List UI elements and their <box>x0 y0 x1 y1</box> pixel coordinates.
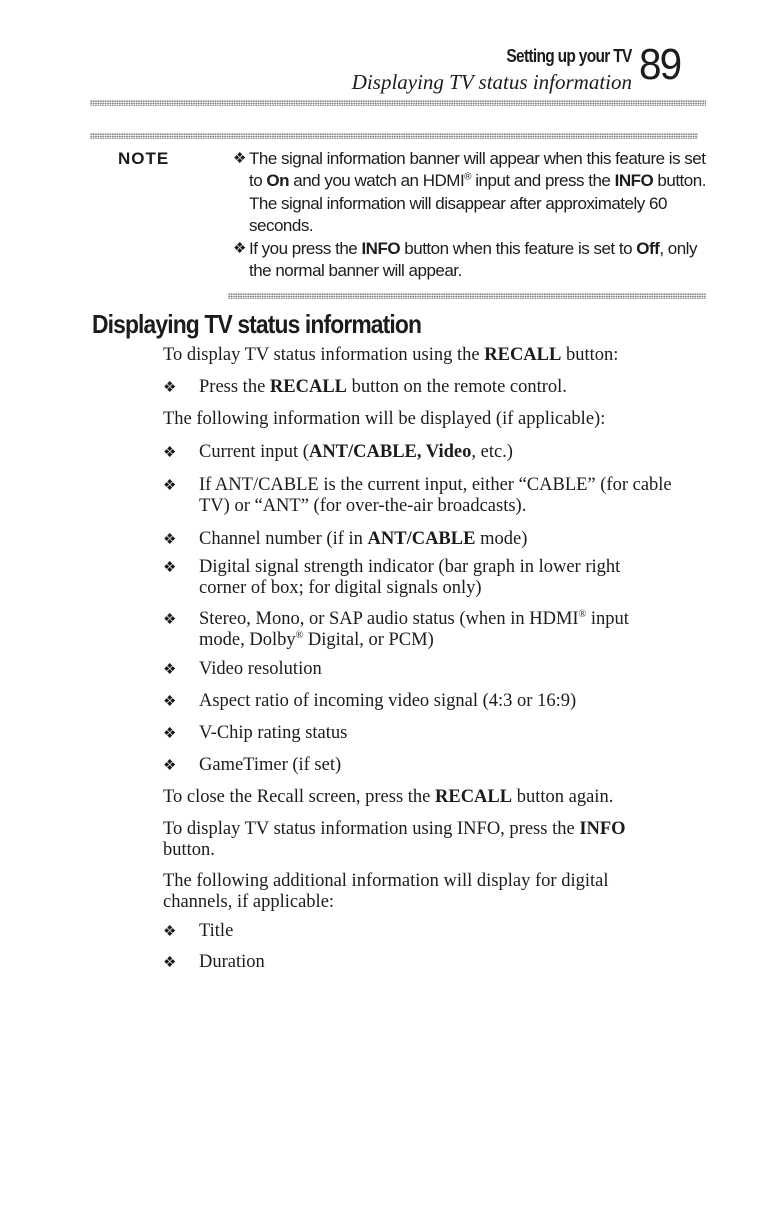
list-item: ❖ If ANT/CABLE is the current input, either “CABLE” (for cable TV) or “ANT” (for over-the-air broadcasts). <box>163 475 672 516</box>
paragraph: The following information will be displayed (if applicable): <box>163 409 606 429</box>
list-item: ❖ Current input (ANT/CABLE, Video, etc.) <box>163 442 513 462</box>
note-line: to On and you watch an HDMI® input and press the INFO button. <box>249 171 706 191</box>
section-heading: Displaying TV status information <box>92 309 422 339</box>
bullet-icon: ❖ <box>163 694 177 710</box>
list-item: ❖ Title <box>163 921 234 941</box>
note-line: The signal information will disappear after approximately 60 <box>249 193 667 213</box>
note-item <box>233 238 713 283</box>
list-item: ❖ Aspect ratio of incoming video signal (4:3 or 16:9) <box>163 691 577 711</box>
note-line: The signal information banner will appear when this feature is set <box>249 149 706 168</box>
bullet-icon: ❖ <box>163 955 177 971</box>
chapter-title: Setting up your TV <box>506 46 632 66</box>
paragraph: To display TV status information using INFO, press the INFO button. <box>163 819 626 860</box>
note-label: NOTE <box>118 149 170 168</box>
page-header <box>0 0 774 100</box>
note-line: seconds. <box>249 216 314 236</box>
header-rule <box>90 100 706 106</box>
note-top-rule <box>90 133 698 139</box>
list-item: ❖ Video resolution <box>163 659 322 679</box>
note-line: If you press the INFO button when this feature is set to Off, only <box>249 238 697 258</box>
bullet-icon: ❖ <box>163 726 177 742</box>
bullet-icon: ❖ <box>163 924 177 940</box>
bullet-icon: ❖ <box>163 662 177 678</box>
list-item: ❖ Press the RECALL button on the remote control. <box>163 377 567 397</box>
note-bottom-rule <box>228 293 706 299</box>
bullet-icon: ❖ <box>163 560 177 576</box>
note-body <box>233 148 713 282</box>
list-item: ❖ Duration <box>163 952 265 972</box>
list-item: ❖ V-Chip rating status <box>163 723 348 743</box>
paragraph: The following additional information will display for digital channels, if applicable: <box>163 871 609 912</box>
bullet-icon: ❖ <box>233 150 246 167</box>
bullet-icon: ❖ <box>163 380 177 396</box>
bullet-icon: ❖ <box>163 612 177 628</box>
bullet-icon: ❖ <box>163 445 177 461</box>
bullet-icon: ❖ <box>163 758 177 774</box>
paragraph: To display TV status information using the RECALL button: <box>163 345 619 365</box>
bullet-icon: ❖ <box>163 532 177 548</box>
section-subtitle: Displaying TV status information <box>351 70 632 94</box>
paragraph: To close the Recall screen, press the RECALL button again. <box>163 787 614 807</box>
list-item: ❖ GameTimer (if set) <box>163 755 342 775</box>
note-line: the normal banner will appear. <box>249 261 462 281</box>
note-item <box>233 148 713 238</box>
list-item: ❖ Stereo, Mono, or SAP audio status (when in HDMI® input mode, Dolby® Digital, or PCM) <box>163 608 629 650</box>
bullet-icon: ❖ <box>163 478 177 494</box>
page-number: 89 <box>639 40 681 89</box>
list-item: ❖ Channel number (if in ANT/CABLE mode) <box>163 529 528 549</box>
list-item: ❖ Digital signal strength indicator (bar graph in lower right corner of box; for digital signals only) <box>163 557 621 598</box>
bullet-icon: ❖ <box>233 239 246 257</box>
